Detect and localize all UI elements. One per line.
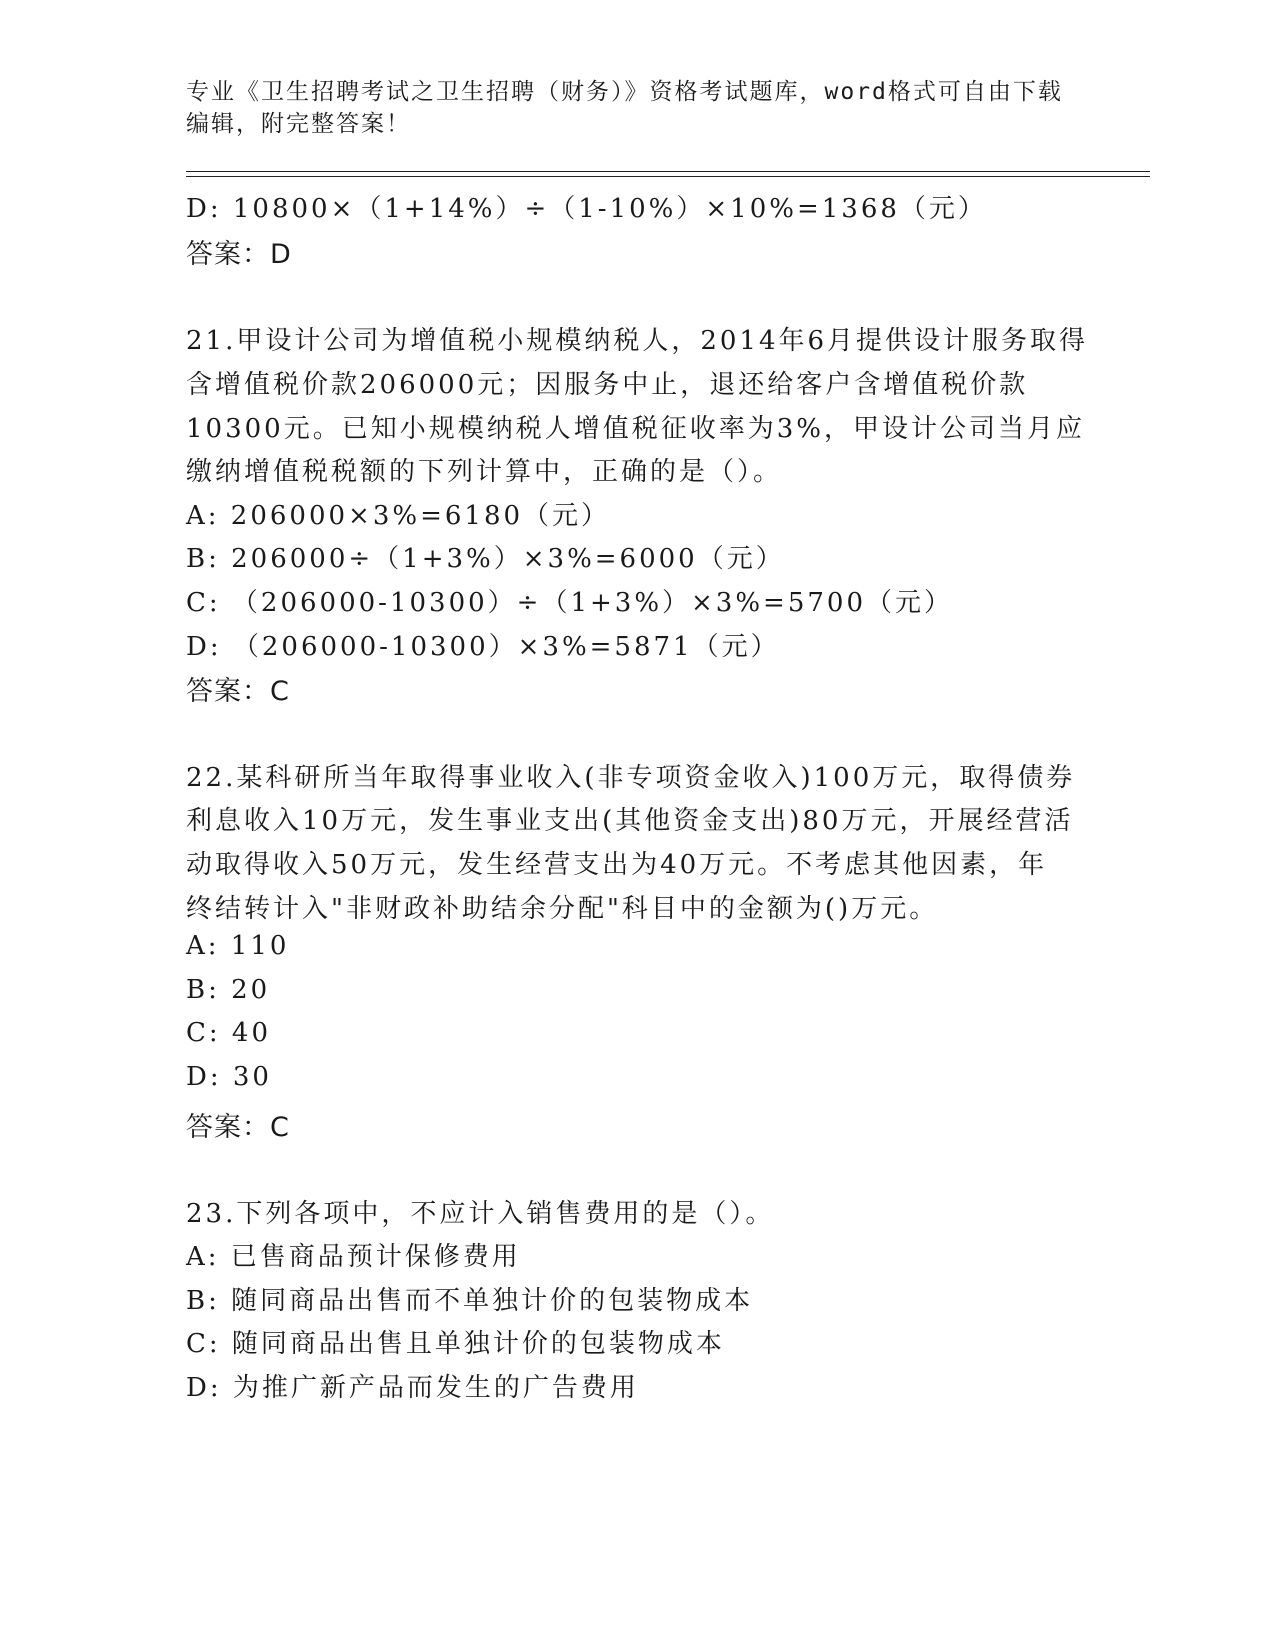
q23-text-line-1: 23.下列各项中，不应计入销售费用的是（）。 — [186, 1199, 775, 1229]
prev-question-answer: 答案：D — [186, 239, 292, 270]
prev-question-option-d: D: 10800×（1+14%）÷（1-10%）×10%=1368（元） — [186, 194, 987, 224]
q22-option-d: D: 30 — [186, 1062, 272, 1092]
q23-option-b: B: 随同商品出售而不单独计价的包装物成本 — [186, 1286, 754, 1316]
q22-option-c: C: 40 — [186, 1018, 272, 1048]
q23-option-c: C: 随同商品出售且单独计价的包装物成本 — [186, 1329, 725, 1359]
header-text-line-2: 编辑，附完整答案！ — [186, 111, 411, 137]
q22-text-line-1: 22.某科研所当年取得事业收入(非专项资金收入)100万元，取得债券 — [186, 763, 1076, 793]
q21-option-d: D: （206000-10300）×3%=5871（元） — [186, 632, 780, 662]
q22-text-line-4: 终结转计入"非财政补助结余分配"科目中的金额为()万元。 — [186, 894, 939, 924]
q21-option-b: B: 206000÷（1+3%）×3%=6000（元） — [186, 544, 785, 574]
header-text-line-1: 专业《卫生招聘考试之卫生招聘（财务）》资格考试题库，word格式可自由下载 — [186, 79, 1063, 105]
q22-option-b: B: 20 — [186, 975, 271, 1005]
header-divider-top — [186, 171, 1150, 172]
q21-text-line-4: 缴纳增值税税额的下列计算中，正确的是（）。 — [186, 457, 783, 487]
q23-option-d: D: 为推广新产品而发生的广告费用 — [186, 1373, 639, 1403]
q22-option-a: A: 110 — [186, 931, 290, 961]
q22-answer: 答案：C — [186, 1112, 290, 1143]
q21-text-line-2: 含增值税价款206000元；因服务中止，退还给客户含增值税价款 — [186, 370, 1029, 400]
q21-text-line-3: 10300元。已知小规模纳税人增值税征收率为3%，甲设计公司当月应 — [186, 414, 1085, 444]
q22-text-line-3: 动取得收入50万元，发生经营支出为40万元。不考虑其他因素，年 — [186, 850, 1048, 880]
header-divider-bottom — [186, 176, 1150, 177]
q21-text-line-1: 21.甲设计公司为增值税小规模纳税人，2014年6月提供设计服务取得 — [186, 326, 1089, 356]
q23-option-a: A: 已售商品预计保修费用 — [186, 1242, 521, 1272]
q21-option-a: A: 206000×3%=6180（元） — [186, 501, 611, 531]
q21-option-c: C: （206000-10300）÷（1+3%）×3%=5700（元） — [186, 588, 954, 618]
q22-text-line-2: 利息收入10万元，发生事业支出(其他资金支出)80万元，开展经营活 — [186, 806, 1074, 836]
q21-answer: 答案：C — [186, 676, 290, 707]
